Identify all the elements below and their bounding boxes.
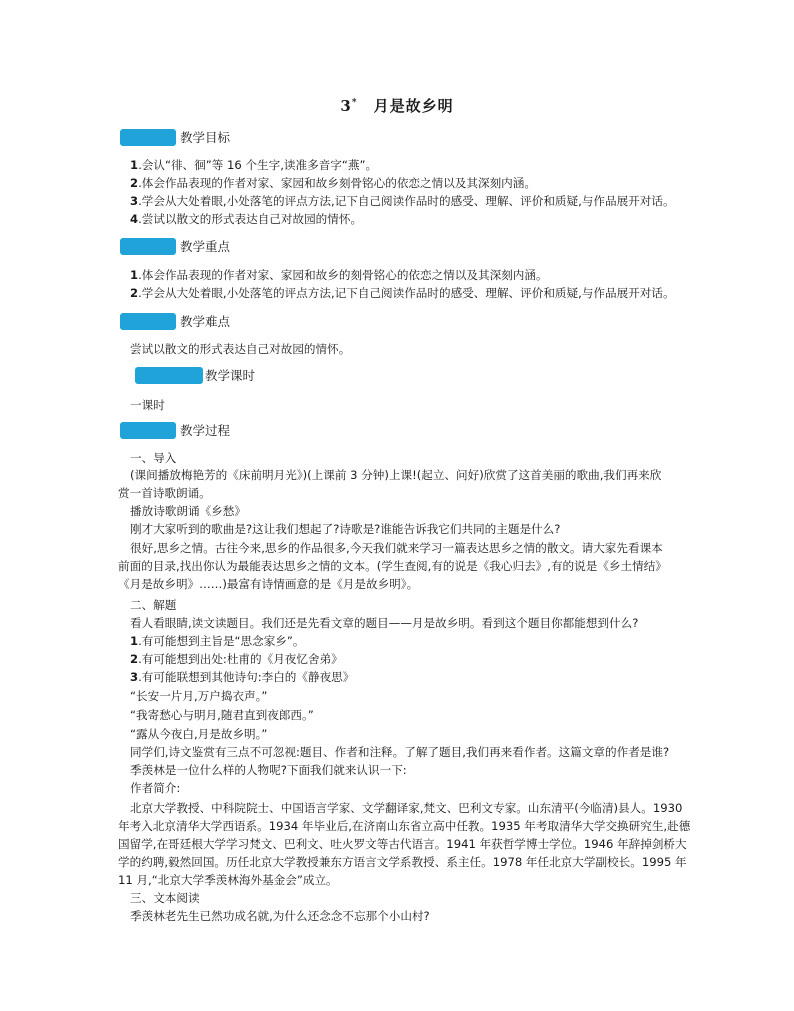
process-line: 很好,思乡之情。古往今来,思乡的作品很多,今天我们就来学习一篇表达思乡之情的散文。请大家先看课本	[130, 541, 663, 555]
difficulty-text: 尝试以散文的形式表达自己对故园的情怀。	[130, 342, 351, 356]
bio-line: 学的约聘,毅然回国。历任北京大学教授兼东方语言文学系教授、系主任。1978 年任北京大学副校长。1995 年	[118, 855, 687, 869]
bio-line: 国留学,在哥廷根大学学习梵文、巴利文、吐火罗文等古代语言。1941 年获哲学博士学位。1946 年辞掉剑桥大	[118, 837, 687, 851]
hours-text: 一课时	[130, 398, 165, 412]
process-line: 刚才大家听到的歌曲是?这让我们想起了?诗歌是?谁能告诉我它们共同的主题是什么?	[130, 522, 561, 536]
goal-item-3: 3.学会从大处着眼,小处落笔的评点方法,记下自己阅读作品时的感受、理解、评价和质疑,与作品展开对话。	[130, 194, 675, 208]
goal-item-1: 1.会认“徘、徊”等 16 个生字,读准多音字“燕”。	[130, 158, 378, 172]
key-point-item-1: 1.体会作品表现的作者对家、家园和故乡的刻骨铭心的依恋之情以及其深刻内涵。	[130, 268, 548, 282]
title-mark: *	[351, 98, 358, 108]
section-heading-bar	[120, 313, 176, 330]
process-line: 作者简介:	[130, 781, 181, 795]
goal-item-2: 2.体会作品表现的作者对家、家园和故乡刻骨铭心的依恋之情以及其深刻内涵。	[130, 176, 536, 190]
process-line: 同学们,诗文鉴赏有三点不可忽视:题目、作者和注释。了解了题目,我们再来看作者。这篇文章的作者是谁?	[130, 745, 670, 759]
bio-line: 年考入北京清华大学西语系。1934 年毕业后,在济南山东省立高中任教。1935 年考取清华大学交换研究生,赴德	[118, 819, 691, 833]
process-line: 播放诗歌朗诵《乡愁》	[130, 504, 246, 518]
goal-item-4: 4.尝试以散文的形式表达自己对故园的情怀。	[130, 212, 363, 226]
process-list-item-3: 3.有可能联想到其他诗句:李白的《静夜思》	[130, 670, 355, 684]
process-line: 赏一首诗歌朗诵。	[118, 486, 211, 500]
poem-line: “长安一片月,万户捣衣声。”	[130, 689, 268, 703]
section-heading-bar	[135, 367, 203, 384]
section-heading-bar	[120, 422, 176, 439]
title-text: 月是故乡明	[373, 97, 454, 115]
section-heading-bar	[120, 238, 176, 255]
section-heading-label: 教学目标	[180, 130, 231, 145]
process-heading-3: 三、文本阅读	[130, 891, 200, 905]
process-heading-2: 二、解题	[130, 598, 177, 612]
process-heading-1: 一、导入	[130, 451, 177, 465]
bio-line: 11 月,“北京大学季羡林海外基金会”成立。	[118, 873, 338, 887]
process-line: 看人看眼睛,读文读题目。我们还是先看文章的题目——月是故乡明。看到这个题目你都能想到什么?	[130, 616, 639, 630]
process-list-item-2: 2.有可能想到出处:杜甫的《月夜忆舍弟》	[130, 652, 343, 666]
section-heading-label: 教学课时	[205, 368, 256, 383]
title-number: 3	[340, 97, 352, 115]
section-heading-bar	[120, 129, 176, 146]
process-line: 季羡林老先生已然功成名就,为什么还念念不忘那个小山村?	[130, 909, 430, 923]
process-line: 前面的目录,找出你认为最能表达思乡之情的文本。(学生查阅,有的说是《我心归去》,有的说是《乡土情结》	[118, 559, 667, 573]
section-heading-label: 教学难点	[180, 314, 231, 329]
process-line: (课间播放梅艳芳的《床前明月光》)(上课前 3 分钟)上课!(起立、问好)欣赏了这首美丽的歌曲,我们再来欣	[130, 468, 662, 482]
page-title	[0, 95, 794, 116]
section-heading-label: 教学过程	[180, 423, 231, 438]
process-line: 季羡林是一位什么样的人物呢?下面我们就来认识一下:	[130, 763, 407, 777]
poem-line: “露从今夜白,月是故乡明。”	[130, 727, 268, 741]
process-line: 《月是故乡明》……)最富有诗情画意的是《月是故乡明》。	[118, 577, 419, 591]
bio-line: 北京大学教授、中科院院士、中国语言学家、文学翻译家,梵文、巴利文专家。山东清平(今临清)县人。1930	[130, 801, 683, 815]
poem-line: “我寄愁心与明月,随君直到夜郎西。”	[130, 708, 314, 722]
key-point-item-2: 2.学会从大处着眼,小处落笔的评点方法,记下自己阅读作品时的感受、理解、评价和质疑,与作品展开对话。	[130, 286, 675, 300]
process-list-item-1: 1.有可能想到主旨是“思念家乡”。	[130, 634, 305, 648]
section-heading-label: 教学重点	[180, 239, 231, 254]
